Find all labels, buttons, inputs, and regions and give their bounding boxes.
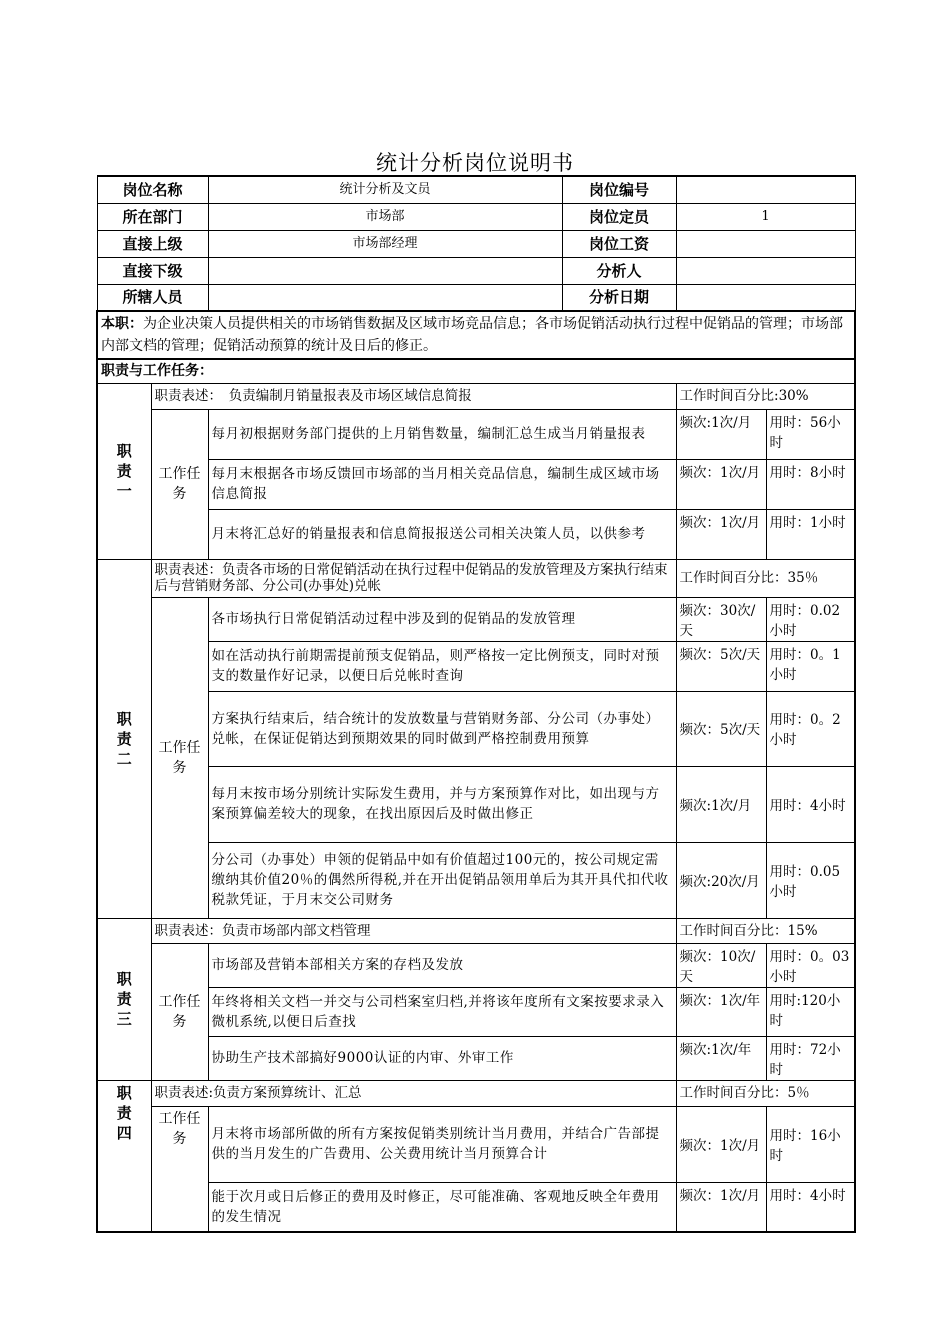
duty-3-time-percent: 工作时间百分比：15% xyxy=(676,918,855,943)
duty-4-label-char: 责 xyxy=(116,1103,132,1122)
job-summary-label: 本职： xyxy=(101,316,143,332)
duty-3-label-char: 三 xyxy=(116,1010,132,1028)
duty-2-label-char: 职 xyxy=(116,709,132,728)
duty-3-label-char: 责 xyxy=(116,990,132,1008)
duty-1-task-3-frequency: 频次：1次/月 xyxy=(676,509,766,559)
label-direct-superior: 直接上级 xyxy=(97,230,208,257)
duty-2-task-3-frequency: 频次：5次/天 xyxy=(676,691,766,766)
label-direct-subordinate: 直接下级 xyxy=(97,257,208,284)
duty-2-label-char: 二 xyxy=(116,749,132,768)
duty-1-task-2-frequency: 频次：1次/月 xyxy=(676,459,766,509)
duty-1-label-char: 责 xyxy=(116,462,132,480)
duty-2-task-2: 如在活动执行前期需提前预支促销品，则严格按一定比例预支，同时对预支的数量作好记录，以便日后兑帐时查询 xyxy=(208,641,676,691)
label-department: 所在部门 xyxy=(97,203,208,230)
duties-header-text: 职责与工作任务： xyxy=(101,363,213,380)
duty-3-description: 职责表述：负责市场部内部文档管理 xyxy=(151,918,676,943)
value-salary xyxy=(676,230,855,257)
value-direct-superior: 市场部经理 xyxy=(208,230,562,257)
duty-2-task-5: 分公司（办事处）申领的促销品中如有价值超过100元的，按公司规定需缴纳其价值20％的偶然所得税,并在开出促销品领用单后为其开具代扣代收税款凭证，于月末交公司财务 xyxy=(208,842,676,918)
label-salary: 岗位工资 xyxy=(562,230,676,257)
duty-2-time-percent: 工作时间百分比：35％ xyxy=(676,559,855,597)
duty-3-task-3: 协助生产技术部搞好9000认证的内审、外审工作 xyxy=(208,1036,676,1080)
value-headcount: 1 xyxy=(676,203,855,230)
duty-3-task-1: 市场部及营销本部相关方案的存档及发放 xyxy=(208,943,676,987)
duty-1-time-percent: 工作时间百分比:30% xyxy=(676,383,855,409)
duty-2-task-2-time: 用时：0。1小时 xyxy=(766,641,855,691)
duty-2-description: 职责表述：负责各市场的日常促销活动在执行过程中促销品的发放管理及方案执行结束后与营销财务部、分公司(办事处)兑帐 xyxy=(151,559,676,597)
duty-2-task-5-time: 用时：0.05小时 xyxy=(766,842,855,918)
label-position-code: 岗位编号 xyxy=(562,176,676,203)
duty-1-task-1-frequency: 频次:1次/月 xyxy=(676,409,766,459)
duty-2-task-4-time: 用时：4小时 xyxy=(766,766,855,842)
duty-4-task-2-frequency: 频次：1次/月 xyxy=(676,1182,766,1232)
duty-4-task-1-frequency: 频次：1次/月 xyxy=(676,1106,766,1182)
duty-1-task-2-time: 用时：8小时 xyxy=(766,459,855,509)
duty-4-time-percent: 工作时间百分比：5％ xyxy=(676,1080,855,1106)
duty-2-task-label: 工作任务 xyxy=(151,597,208,918)
duty-4-description: 职责表述:负责方案预算统计、汇总 xyxy=(151,1080,676,1106)
value-direct-subordinate xyxy=(208,257,562,284)
duty-3-task-1-frequency: 频次：10次/天 xyxy=(676,943,766,987)
duty-4-label-char: 职 xyxy=(116,1083,132,1102)
duty-1-task-1: 每月初根据财务部门提供的上月销售数量，编制汇总生成当月销量报表 xyxy=(208,409,676,459)
duty-1-description: 职责表述： 负责编制月销量报表及市场区域信息简报 xyxy=(151,383,676,409)
value-position-name: 统计分析及文员 xyxy=(208,176,562,203)
value-analyst xyxy=(676,257,855,284)
duty-1-label-char: 一 xyxy=(116,482,132,500)
duty-2-label xyxy=(97,559,151,918)
duty-4-task-1: 月末将市场部所做的所有方案按促销类别统计当月费用，并结合广告部提供的当月发生的广告费用、公关费用统计当月预算合计 xyxy=(208,1106,676,1182)
duty-2-task-3: 方案执行结束后，结合统计的发放数量与营销财务部、分公司（办事处）兑帐，在保证促销达到预期效果的同时做到严格控制费用预算 xyxy=(208,691,676,766)
duty-1-label xyxy=(97,383,151,559)
duty-3-task-3-frequency: 频次:1次/年 xyxy=(676,1036,766,1080)
duty-3-task-2-frequency: 频次：1次/年 xyxy=(676,987,766,1036)
job-summary xyxy=(97,311,855,359)
duty-2-label-char: 责 xyxy=(116,729,132,748)
duty-1-label-char: 职 xyxy=(116,442,132,460)
value-subordinates xyxy=(208,284,562,311)
duty-4-task-2-time: 用时：4小时 xyxy=(766,1182,855,1232)
job-description-table xyxy=(96,175,856,1233)
duty-4-task-2: 能于次月或日后修正的费用及时修正，尽可能准确、客观地反映全年费用的发生情况 xyxy=(208,1182,676,1232)
duty-3-label-char: 职 xyxy=(116,970,132,988)
duty-1-task-1-time: 用时：56小时 xyxy=(766,409,855,459)
duty-1-task-2: 每月末根据各市场反馈回市场部的当月相关竞品信息，编制生成区域市场信息简报 xyxy=(208,459,676,509)
duty-2-task-1-frequency: 频次：30次/天 xyxy=(676,597,766,641)
label-analysis-date: 分析日期 xyxy=(562,284,676,311)
duty-1-task-3: 月末将汇总好的销量报表和信息简报报送公司相关决策人员，以供参考 xyxy=(208,509,676,559)
duty-4-task-label: 工作任务 xyxy=(151,1106,208,1232)
duty-4-label xyxy=(97,1080,151,1232)
value-position-code xyxy=(676,176,855,203)
document-title: 统计分析岗位说明书 xyxy=(376,151,574,175)
label-subordinates: 所辖人员 xyxy=(97,284,208,311)
duty-2-task-1-time: 用时：0.02小时 xyxy=(766,597,855,641)
value-department: 市场部 xyxy=(208,203,562,230)
label-position-name: 岗位名称 xyxy=(97,176,208,203)
duty-3-task-label: 工作任务 xyxy=(151,943,208,1080)
label-headcount: 岗位定员 xyxy=(562,203,676,230)
duty-4-label-char: 四 xyxy=(116,1123,132,1142)
duty-3-label xyxy=(97,918,151,1080)
duty-3-task-2: 年终将相关文档一并交与公司档案室归档,并将该年度所有文案按要求录入微机系统,以便日后查找 xyxy=(208,987,676,1036)
duty-3-task-1-time: 用时：0。03小时 xyxy=(766,943,855,987)
duty-2-task-1: 各市场执行日常促销活动过程中涉及到的促销品的发放管理 xyxy=(208,597,676,641)
job-summary-text: 为企业决策人员提供相关的市场销售数据及区域市场竞品信息；各市场促销活动执行过程中促销品的管理；市场部内部文档的管理；促销活动预算的统计及日后的修正。 xyxy=(101,316,843,354)
duty-1-task-label: 工作任务 xyxy=(151,409,208,559)
duty-2-task-5-frequency: 频次:20次/月 xyxy=(676,842,766,918)
duty-2-task-2-frequency: 频次：5次/天 xyxy=(676,641,766,691)
duty-2-task-3-time: 用时：0。2小时 xyxy=(766,691,855,766)
duties-header xyxy=(97,359,855,383)
duty-2-task-4: 每月末按市场分别统计实际发生费用，并与方案预算作对比，如出现与方案预算偏差较大的现象，在找出原因后及时做出修正 xyxy=(208,766,676,842)
duty-4-task-1-time: 用时：16小时 xyxy=(766,1106,855,1182)
duty-3-task-3-time: 用时：72小时 xyxy=(766,1036,855,1080)
duty-1-task-3-time: 用时：1小时 xyxy=(766,509,855,559)
label-analyst: 分析人 xyxy=(562,257,676,284)
duty-3-task-2-time: 用时:120小时 xyxy=(766,987,855,1036)
value-analysis-date xyxy=(676,284,855,311)
duty-2-task-4-frequency: 频次:1次/月 xyxy=(676,766,766,842)
